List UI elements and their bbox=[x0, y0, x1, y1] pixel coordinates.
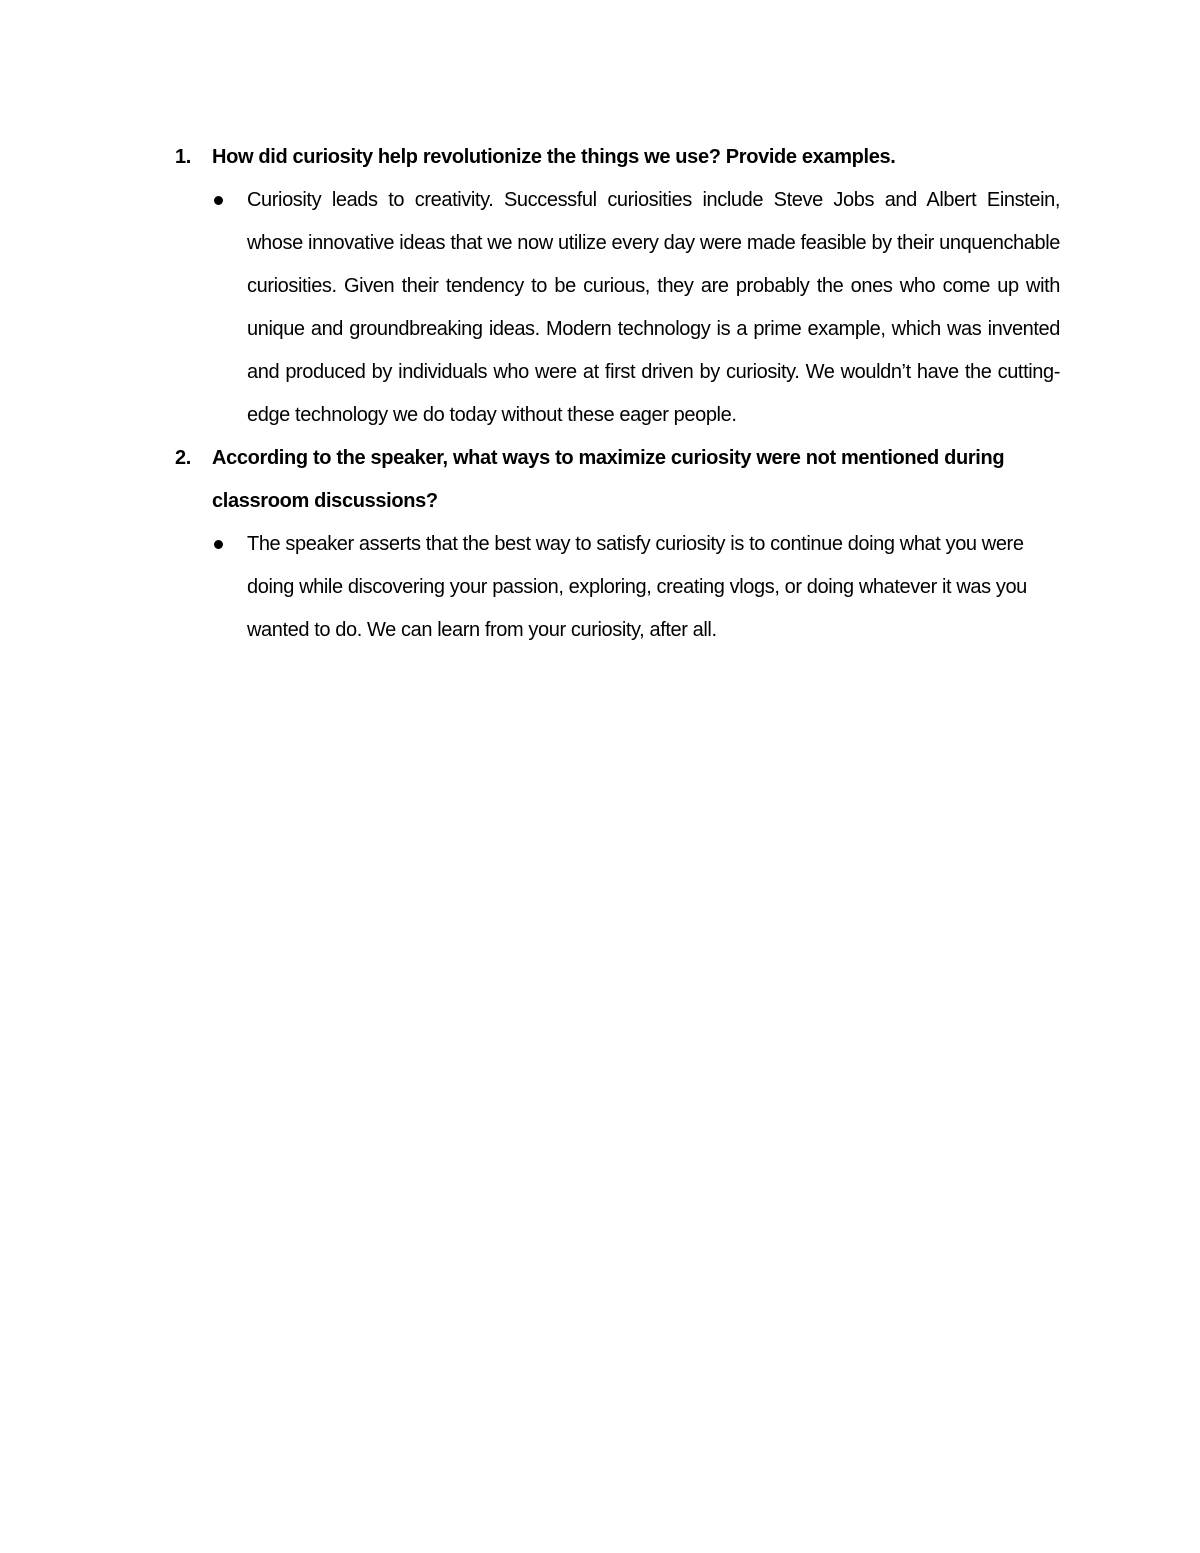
question-text: According to the speaker, what ways to maximize curiosity were not mentioned during classroom discussions? bbox=[212, 447, 1005, 512]
question-text: How did curiosity help revolutionize the things we use? Provide examples. bbox=[212, 146, 896, 168]
answer-1 bbox=[212, 179, 1060, 437]
document-body bbox=[175, 136, 1060, 652]
answer-text: Curiosity leads to creativity. Successful curiosities include Steve Jobs and Albert Einstein, whose innovative ideas that we now utilize every day were made feasible by their unquenchable curiosities. Given their tendency to be curious, they are probably the ones who come up with unique and groundbreaking ideas. Modern technology is a prime example, which was invented and produced by individuals who were at first driven by curiosity. We wouldn’t have the cutting-edge technology we do today without these eager people. bbox=[247, 189, 1060, 426]
answer-text: The speaker asserts that the best way to satisfy curiosity is to continue doing what you were doing while discovering your passion, exploring, creating vlogs, or doing whatever it was you wanted to do. We can learn from your curiosity, after all. bbox=[247, 533, 1027, 641]
question-number: 1. bbox=[175, 146, 191, 168]
bullet-icon bbox=[214, 196, 223, 205]
answer-2 bbox=[212, 523, 1060, 652]
question-number: 2. bbox=[175, 447, 191, 469]
question-1 bbox=[175, 136, 1060, 179]
bullet-icon bbox=[214, 540, 223, 549]
question-2 bbox=[175, 437, 1060, 523]
